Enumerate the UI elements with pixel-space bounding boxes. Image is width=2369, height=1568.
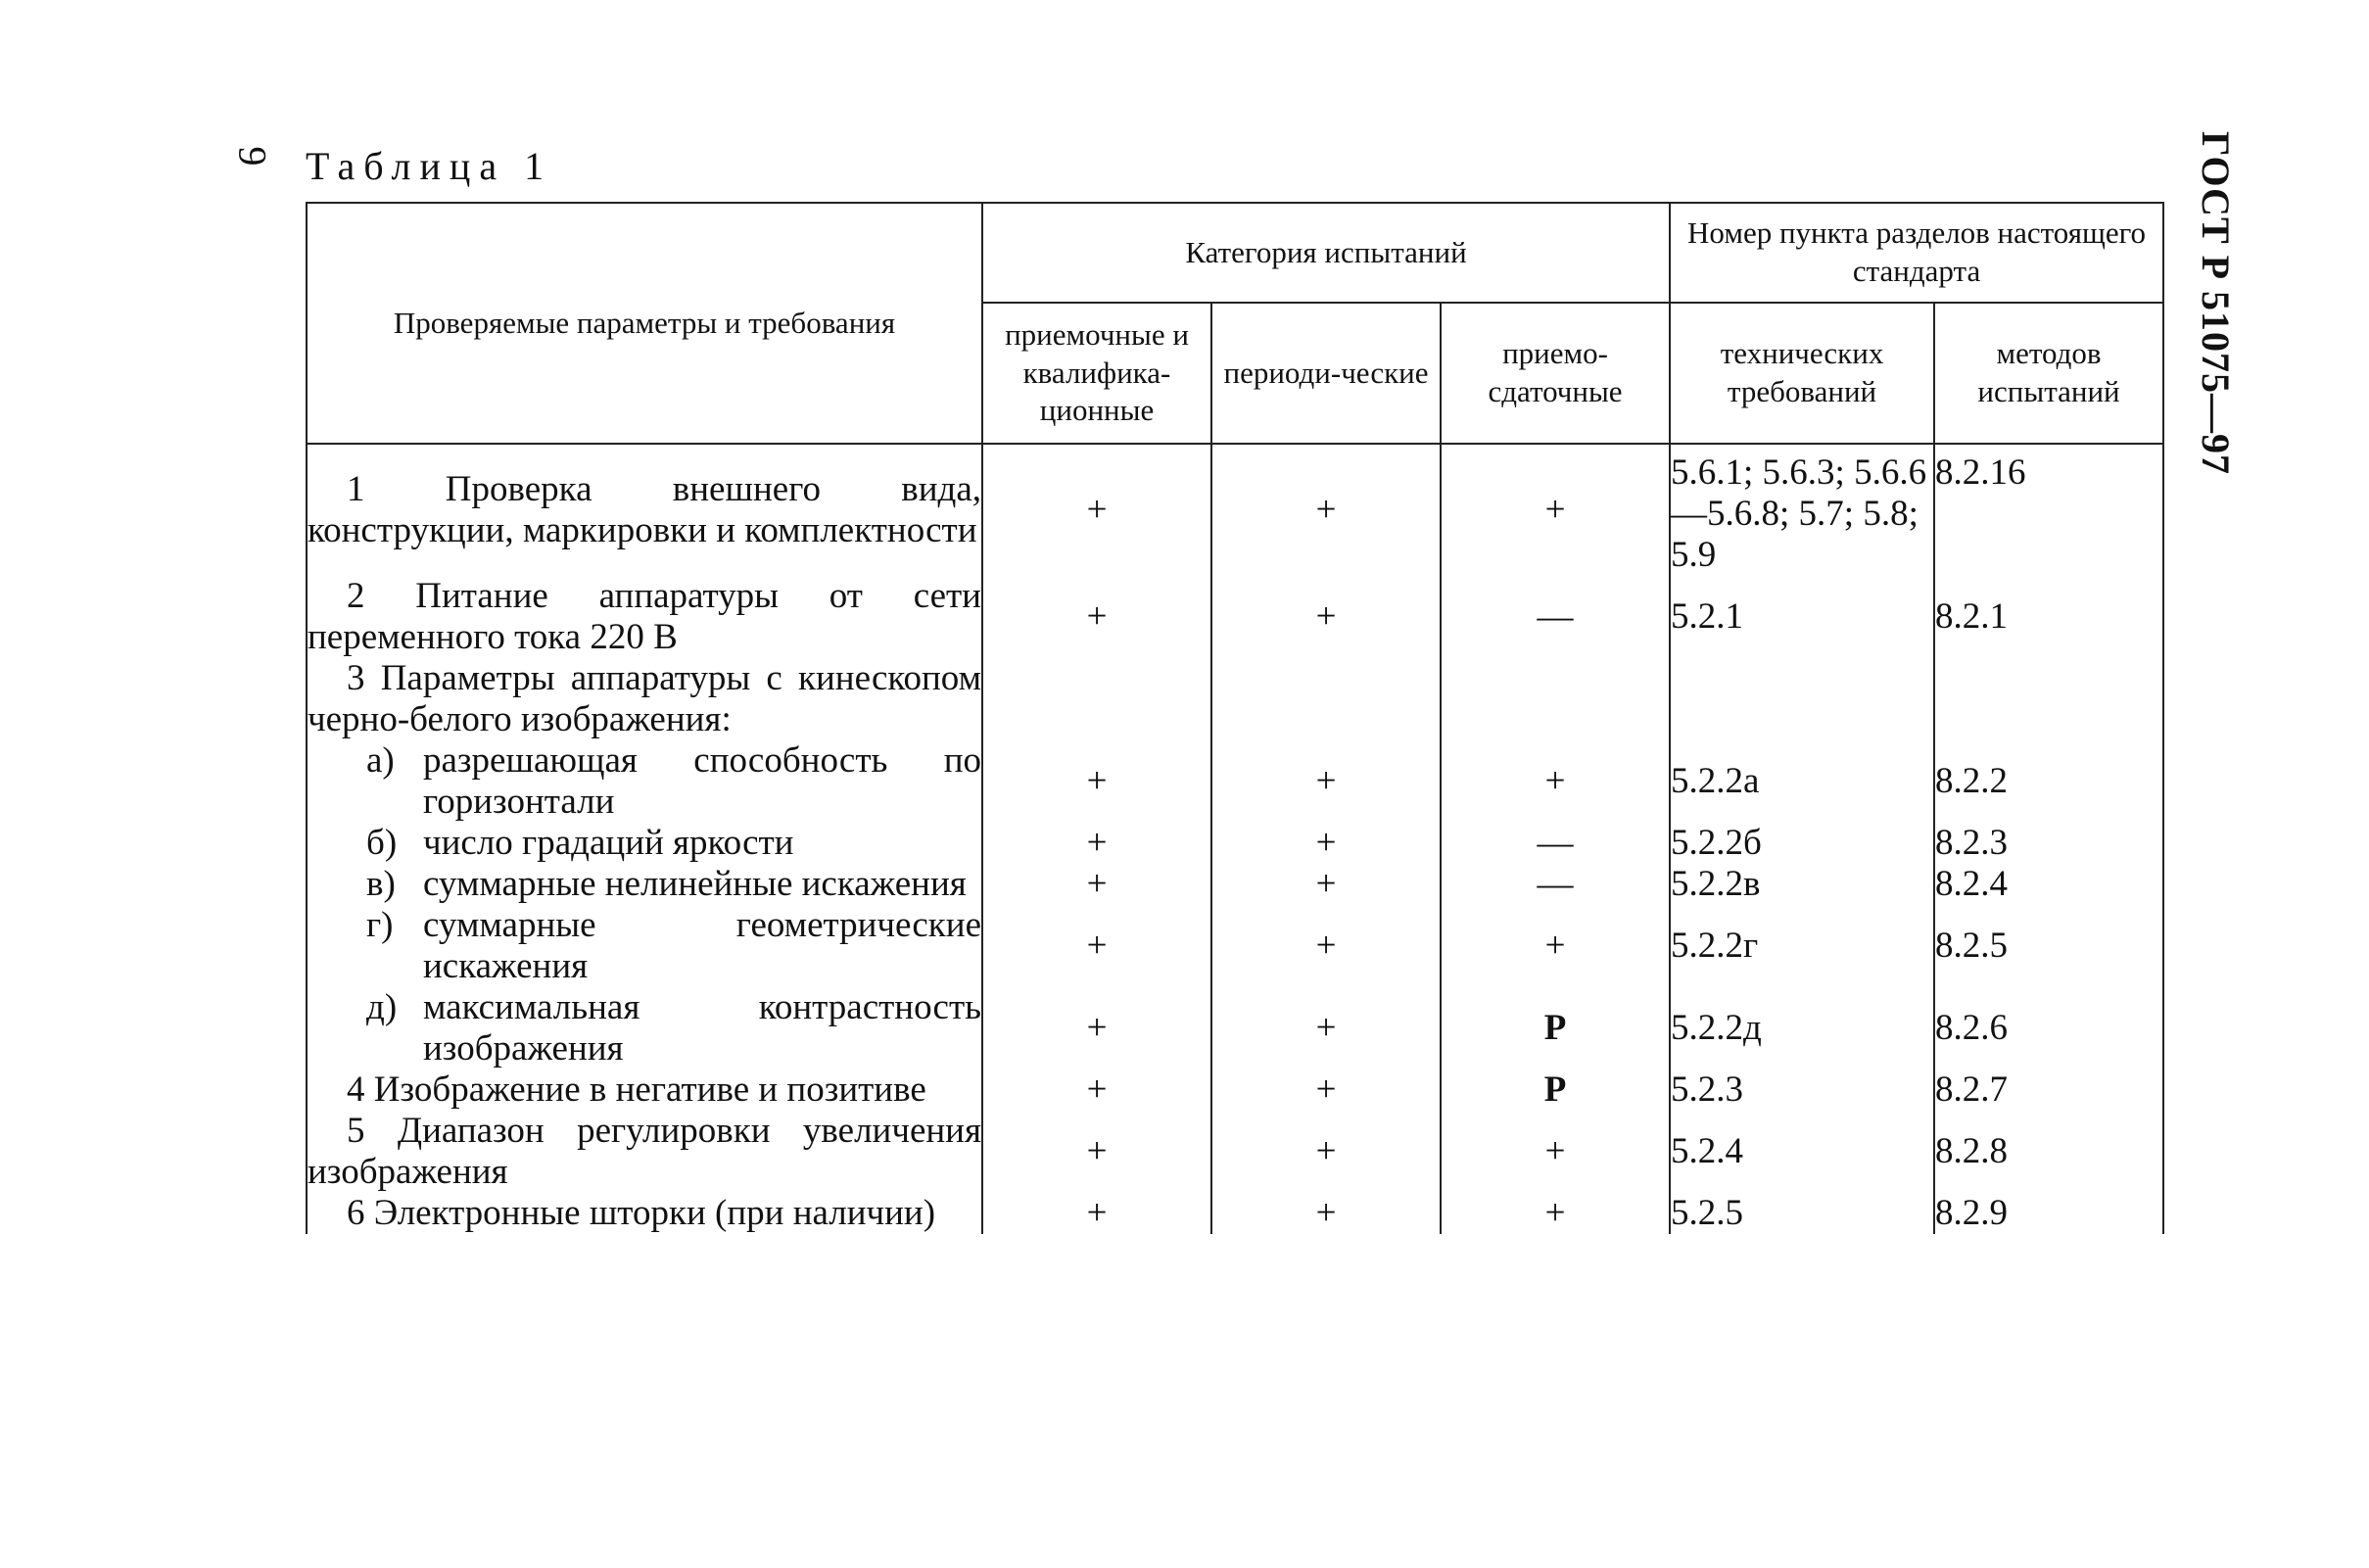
row-sub-letter: д) [366, 987, 398, 1027]
page-number: 9 [230, 146, 275, 166]
row-mark-acceptance-delivery: — [1441, 576, 1670, 658]
table-row [307, 864, 2163, 905]
row-mark-acceptance-qualification: + [982, 905, 1211, 987]
row-mark-acceptance-qualification: + [982, 823, 1211, 864]
row-mark-periodic: + [1211, 987, 1441, 1069]
row-sub-letter: г) [366, 905, 394, 945]
row-mark-acceptance-delivery: + [1441, 740, 1670, 823]
row-tech-ref: 5.2.1 [1670, 576, 1934, 658]
row-tech-ref: 5.2.2в [1670, 864, 1934, 905]
row-param-cell [307, 823, 982, 864]
header-test-methods: методов испытаний [1934, 303, 2163, 444]
row-tech-ref [1670, 658, 1934, 740]
row-param: число градаций яркости [423, 823, 794, 863]
row-tech-ref: 5.2.3 [1670, 1069, 1934, 1111]
requirements-table [306, 202, 2164, 1234]
row-param: 6 Электронные шторки (при наличии) [307, 1193, 982, 1234]
row-mark-acceptance-delivery: — [1441, 823, 1670, 864]
row-mark-acceptance-delivery: Р [1441, 987, 1670, 1069]
table-row [307, 987, 2163, 1069]
row-method-ref: 8.2.1 [1934, 576, 2163, 658]
row-mark-acceptance-delivery: — [1441, 864, 1670, 905]
row-method-ref [1934, 658, 2163, 740]
row-mark-acceptance-delivery: + [1441, 444, 1670, 576]
table-row [307, 1193, 2163, 1234]
table-row [307, 576, 2163, 658]
row-param: суммарные нелинейные искажения [423, 864, 967, 904]
row-mark-periodic: + [1211, 1111, 1441, 1193]
row-param: разрешающая способность по горизонтали [423, 740, 981, 822]
row-method-ref: 8.2.4 [1934, 864, 2163, 905]
table-row [307, 1111, 2163, 1193]
gost-code: ГОСТ Р 51075—97 [2194, 131, 2238, 476]
row-mark-acceptance-qualification: + [982, 987, 1211, 1069]
row-mark-periodic: + [1211, 905, 1441, 987]
row-mark-acceptance-qualification: + [982, 1193, 1211, 1234]
row-method-ref: 8.2.6 [1934, 987, 2163, 1069]
row-mark-periodic [1211, 658, 1441, 740]
row-param-cell [307, 987, 982, 1069]
row-method-ref: 8.2.2 [1934, 740, 2163, 823]
row-mark-acceptance-qualification: + [982, 1111, 1211, 1193]
table-caption: Таблица 1 [306, 144, 553, 188]
row-method-ref: 8.2.8 [1934, 1111, 2163, 1193]
row-tech-ref: 5.6.1; 5.6.3; 5.6.6—5.6.8; 5.7; 5.8; 5.9 [1670, 444, 1934, 576]
row-method-ref: 8.2.7 [1934, 1069, 2163, 1111]
row-mark-acceptance-delivery: + [1441, 1193, 1670, 1234]
row-tech-ref: 5.2.2б [1670, 823, 1934, 864]
header-acceptance-delivery: приемо-сдаточные [1441, 303, 1670, 444]
row-tech-ref: 5.2.2г [1670, 905, 1934, 987]
row-mark-acceptance-qualification: + [982, 1069, 1211, 1111]
row-mark-periodic: + [1211, 576, 1441, 658]
header-acceptance-qualification: приемочные и квалифика-ционные [982, 303, 1211, 444]
row-sub-letter: в) [366, 864, 396, 904]
row-param: 4 Изображение в негативе и позитиве [307, 1069, 982, 1111]
row-mark-acceptance-delivery: Р [1441, 1069, 1670, 1111]
row-mark-acceptance-qualification: + [982, 444, 1211, 576]
row-mark-acceptance-delivery: + [1441, 905, 1670, 987]
row-param: 3 Параметры аппаратуры с кинескопом черно-белого изображения: [308, 658, 981, 739]
row-tech-ref: 5.2.2д [1670, 987, 1934, 1069]
table-row [307, 1069, 2163, 1111]
row-mark-periodic: + [1211, 1069, 1441, 1111]
row-method-ref: 8.2.5 [1934, 905, 2163, 987]
table-row [307, 658, 2163, 740]
row-mark-acceptance-qualification: + [982, 740, 1211, 823]
row-mark-acceptance-delivery [1441, 658, 1670, 740]
row-mark-periodic: + [1211, 864, 1441, 905]
row-mark-acceptance-delivery: + [1441, 1111, 1670, 1193]
row-param-cell [307, 905, 982, 987]
row-param: суммарные геометрические искажения [423, 905, 981, 986]
row-param: 1 Проверка внешнего вида, конструкции, маркировки и комплектности [307, 444, 982, 576]
row-mark-periodic: + [1211, 444, 1441, 576]
row-param: 2 Питание аппаратуры от сети переменного тока 220 В [308, 576, 981, 657]
row-mark-acceptance-qualification [982, 658, 1211, 740]
table-row [307, 740, 2163, 823]
header-technical-requirements: технических требований [1670, 303, 1934, 444]
row-mark-periodic: + [1211, 1193, 1441, 1234]
row-mark-periodic: + [1211, 740, 1441, 823]
header-section-numbers: Номер пункта разделов настоящего стандарта [1670, 203, 2163, 303]
header-periodic: периоди-ческие [1211, 303, 1441, 444]
table-row [307, 444, 2163, 576]
table-row [307, 823, 2163, 864]
header-category: Категория испытаний [982, 203, 1670, 303]
row-mark-acceptance-qualification: + [982, 864, 1211, 905]
row-mark-periodic: + [1211, 823, 1441, 864]
row-sub-letter: б) [366, 823, 398, 863]
row-param-cell [307, 864, 982, 905]
row-method-ref: 8.2.3 [1934, 823, 2163, 864]
header-params: Проверяемые параметры и требования [307, 203, 982, 444]
row-tech-ref: 5.2.2а [1670, 740, 1934, 823]
row-method-ref: 8.2.9 [1934, 1193, 2163, 1234]
row-tech-ref: 5.2.5 [1670, 1193, 1934, 1234]
row-mark-acceptance-qualification: + [982, 576, 1211, 658]
row-sub-letter: а) [366, 740, 395, 781]
row-param-cell [307, 740, 982, 823]
row-method-ref: 8.2.16 [1934, 444, 2163, 576]
row-param: 5 Диапазон регулировки увеличения изображения [308, 1111, 981, 1192]
row-param: максимальная контрастность изображения [423, 987, 981, 1069]
row-tech-ref: 5.2.4 [1670, 1111, 1934, 1193]
table-row [307, 905, 2163, 987]
